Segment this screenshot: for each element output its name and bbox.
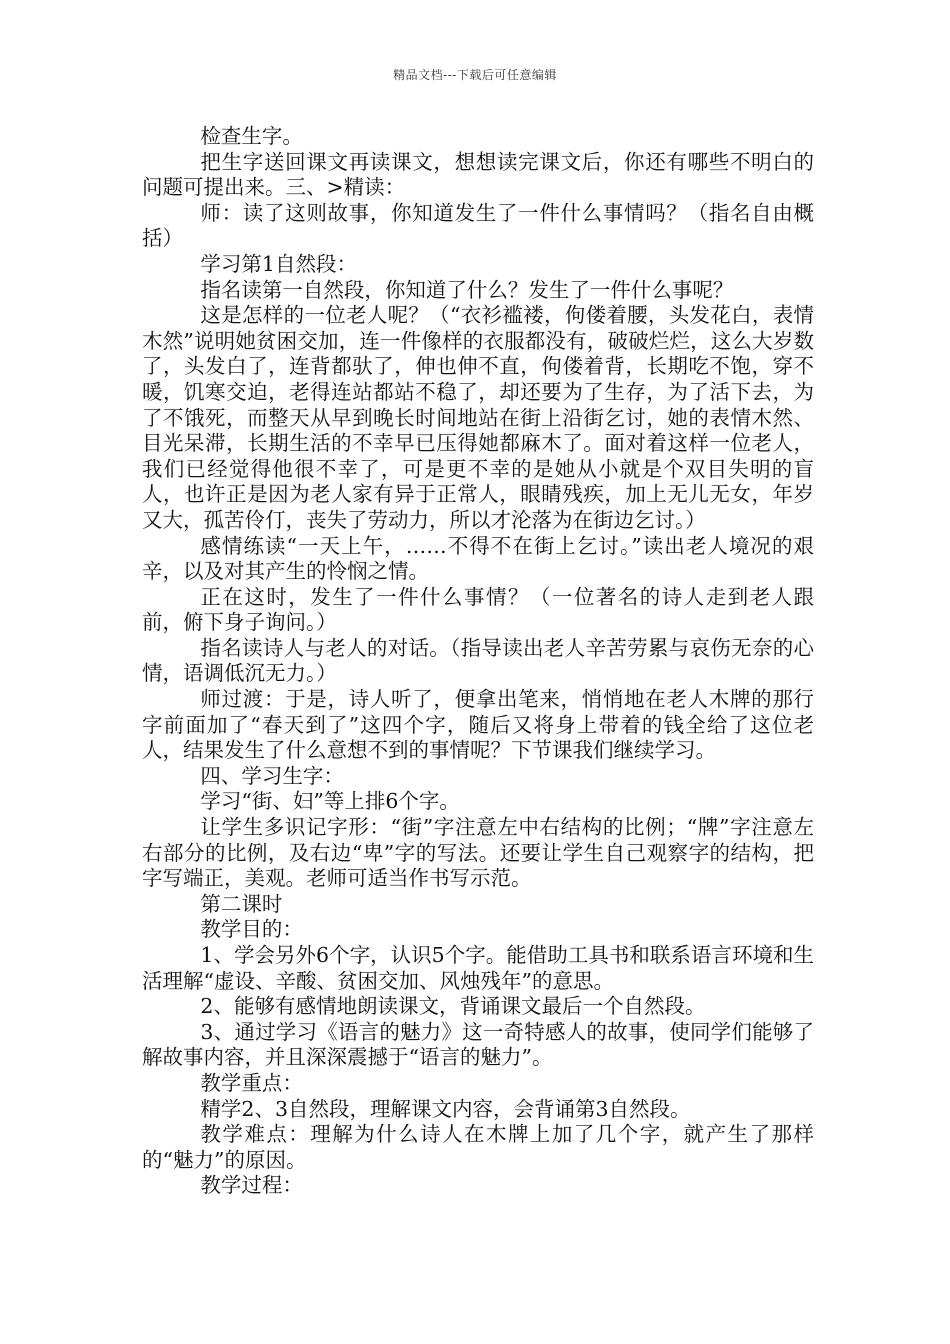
paragraph: 精学2、3自然段，理解课文内容，会背诵第3自然段。 [200,1096,691,1121]
paragraph: 这是怎样的一位老人呢？（“衣衫褴褛，佝偻着腰，头发花白，表情木然”说明她贫困交加，连一件像样的衣服都没有，破破烂烂，这么大岁数了，头发白了，连背都驮了，伸也伸不直，佝偻着背，长期吃不饱，穿不暖，饥寒交迫，老得连站都站不稳了，却还要为了生存，为了活下去，为了不饿死，而整天从早到晚长时间地站在街上沿街乞讨，她的表情木然、目光呆滞，长期生活的不幸早已压得她都麻木了。面对着这样一位老人，我们已经觉得他很不幸了，可是更不幸的是她从小就是个双目失明的盲人，也许正是因为老人家有异于正常人，眼睛残疾，加上无儿无女，年岁又大，孤苦伶仃，丧失了劳动力，所以才沦落为在街边乞讨。） [142,303,814,532]
section-heading: 教学目的： [200,917,303,942]
paragraph: 感情练读“一天上午，……不得不在街上乞讨。”读出老人境况的艰辛，以及对其产生的怜悯之情。 [142,533,814,584]
paragraph: 指名读第一自然段，你知道了什么？发生了一件什么事呢？ [200,277,734,302]
paragraph: 教学难点：理解为什么诗人在木牌上加了几个字，就产生了那样的“魅力”的原因。 [142,1122,814,1172]
paragraph: 让学生多识记字形：“街”字注意左中右结构的比例；“牌”字注意左右部分的比例，及右边“卑”字的写法。还要让学生自己观察字的结构，把字写端正，美观。老师可适当作书写示范。 [142,815,814,891]
paragraph: 正在这时，发生了一件什么事情？（一位著名的诗人走到老人跟前，俯下身子询问。） [142,584,814,635]
section-heading: 四、学习生字： [200,763,344,788]
paragraph: 检查生字。 [200,124,303,148]
paragraph: 把生字送回课文再读课文，想想读完课文后，你还有哪些不明白的问题可提出来。三、>精读： [142,149,814,200]
paragraph: 指名读诗人与老人的对话。（指导读出老人辛苦劳累与哀伤无奈的心情，语调低沉无力。） [142,635,814,686]
paragraph: 师过渡：于是，诗人听了，便拿出笔来，悄悄地在老人木牌的那行字前面加了“春天到了”这四个字，随后又将身上带着的钱全给了这位老人，结果发生了什么意想不到的事情呢？下节课我们继续学习。 [142,687,814,763]
paragraph: 师：读了这则故事，你知道发生了一件什么事情吗？（指名自由概括） [142,200,814,251]
section-heading: 教学过程： [200,1173,303,1198]
page-header: 精品文档---下载后可任意编辑 [393,68,557,82]
list-item: 3、通过学习《语言的魅力》这一奇特感人的故事，使同学们能够了解故事内容，并且深深震撼于“语言的魅力”。 [142,1019,814,1070]
section-heading: 教学重点： [200,1070,303,1095]
document-body [142,124,814,1199]
paragraph: 学习“街、妇”等上排6个字。 [200,789,460,814]
section-heading: 第二课时 [200,891,283,916]
paragraph: 学习第1自然段： [200,251,357,276]
list-item: 2、能够有感情地朗读课文，背诵课文最后一个自然段。 [200,994,706,1019]
list-item: 1、学会另外6个字，认识5个字。能借助工具书和联系语言环境和生活理解“虚设、辛酸、贫困交加、风烛残年”的意思。 [142,943,814,993]
